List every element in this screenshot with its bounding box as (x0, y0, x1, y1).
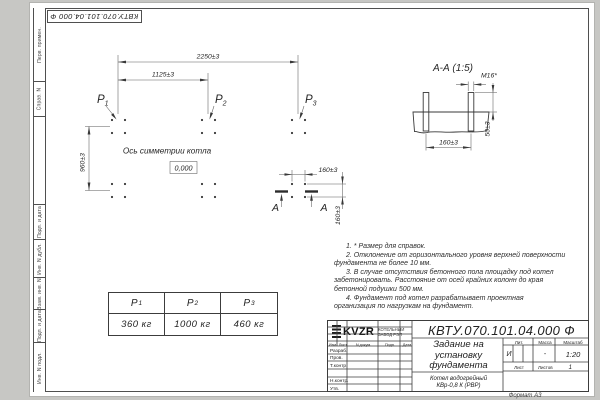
section-title: А-А (1:5) (432, 63, 474, 74)
note-4: 4. Фундамент под котел разрабатывает проектная организация по нагрузкам на фундамент. (334, 294, 524, 311)
load-table-value: 1000 кг (165, 314, 221, 335)
load-table-header: Р 1 (109, 293, 165, 314)
sheet-label: Лист (514, 365, 524, 370)
dim-label-width: 2250±3 (196, 53, 220, 61)
point-label-p1: $Р_1$ (97, 94, 109, 108)
point-label-p3: $Р_3$ (305, 94, 317, 108)
company-name: КОТЕЛЬНЫЙ ЗАВОД РЭП (378, 326, 405, 337)
scale-header: Масштаб (563, 340, 583, 345)
load-table-header: Р 2 (165, 293, 221, 314)
note-1: 1. * Размер для справок. (346, 243, 426, 250)
notes-block (334, 243, 566, 312)
stamp-perv-primen: Перв. примен. (34, 8, 45, 82)
stamp-podp-data-1: Подп. и дата (34, 205, 45, 240)
point-label-p2: $Р_2$ (215, 94, 227, 108)
dim-label-bolt-y: 160±3 (335, 206, 342, 225)
stamp-gap (34, 117, 45, 205)
load-table-value: 360 кг (109, 314, 165, 335)
role-utv: Утв. (330, 386, 340, 392)
mass-header: Масса (538, 340, 552, 345)
role-prov: Пров. (330, 356, 343, 361)
sheets-cell: Листов 1 (538, 364, 572, 371)
rev-header-list: Лист (338, 342, 348, 347)
dim-label-bolt-x: 160±3 (318, 167, 338, 174)
stamp-inv-podl: Инв. N подл. (36, 351, 43, 384)
role-razrab: Разраб. (330, 348, 348, 354)
rev-header-izm: Изм. (328, 342, 338, 347)
dim-label-depth: 960±3 (79, 153, 87, 172)
lit-header: Лит. (514, 340, 524, 345)
top-rotated-doc-number-box (47, 10, 142, 23)
side-stamp-column (33, 8, 45, 392)
drawing-title: Задание на установку фундамента (429, 339, 488, 372)
role-tkontr: Т.контр. (330, 363, 348, 369)
product-name: Котел водогрейный КВр-0,8 К (РВР) (429, 376, 488, 389)
dim-label-protrusion: 50±3 (484, 121, 492, 137)
role-nkontr: Н.контр. (330, 379, 349, 384)
dim-label-half-width: 1125±3 (151, 71, 175, 79)
section-letter-right: А (320, 202, 328, 214)
kvzr-logo-text: KVZR (343, 325, 375, 338)
bolt-thread-label: М16* (481, 72, 497, 80)
section-letter-left: А (271, 202, 279, 214)
title-block (327, 320, 589, 392)
stamp-sprav-n: Справ. N (34, 82, 45, 117)
axis-of-symmetry-label: Ось симметрии котла (122, 146, 212, 156)
logo-area (328, 321, 414, 342)
dim-label-section-spacing: 160±3 (439, 139, 458, 147)
load-table-value: 460 кг (233, 319, 265, 330)
rev-header-data: Дата (402, 342, 412, 347)
level-mark-value: 0,000 (174, 163, 193, 173)
mass-value: - (543, 351, 547, 358)
lit-value: И (506, 351, 512, 358)
stamp-vzam-inv: Взам. инв. N (34, 278, 45, 310)
note-3: 3. В случае отсутствия бетонного пола площадку под котел забетонировать. Расстояние от осей крайних колонн до края бетонной подушки 500 мм. (334, 268, 554, 293)
stamp-podp-data-2: Подп. и дата (34, 310, 45, 343)
load-table (108, 292, 278, 336)
top-doc-number: КВТУ.070.101.04.000 Ф (50, 12, 139, 21)
note-2: 2. Отклонение от горизонтального уровня верхней поверхности фундамента не более 10 мм. (334, 251, 566, 268)
rev-header-ndokum: N докум. (355, 342, 372, 347)
sheets-count: 1 (568, 364, 572, 371)
load-table-header: Р 3 (221, 293, 277, 314)
format-note: Формат А3 (508, 393, 542, 399)
scale-value: 1:20 (565, 350, 581, 359)
kvzr-logo-icon (332, 325, 341, 338)
title-block-doc-number: КВТУ.070.101.04.000 Ф (427, 322, 576, 338)
rev-header-podp: Подп. (384, 342, 396, 347)
stamp-inv-dubl: Инв. N дубл. (34, 240, 45, 278)
